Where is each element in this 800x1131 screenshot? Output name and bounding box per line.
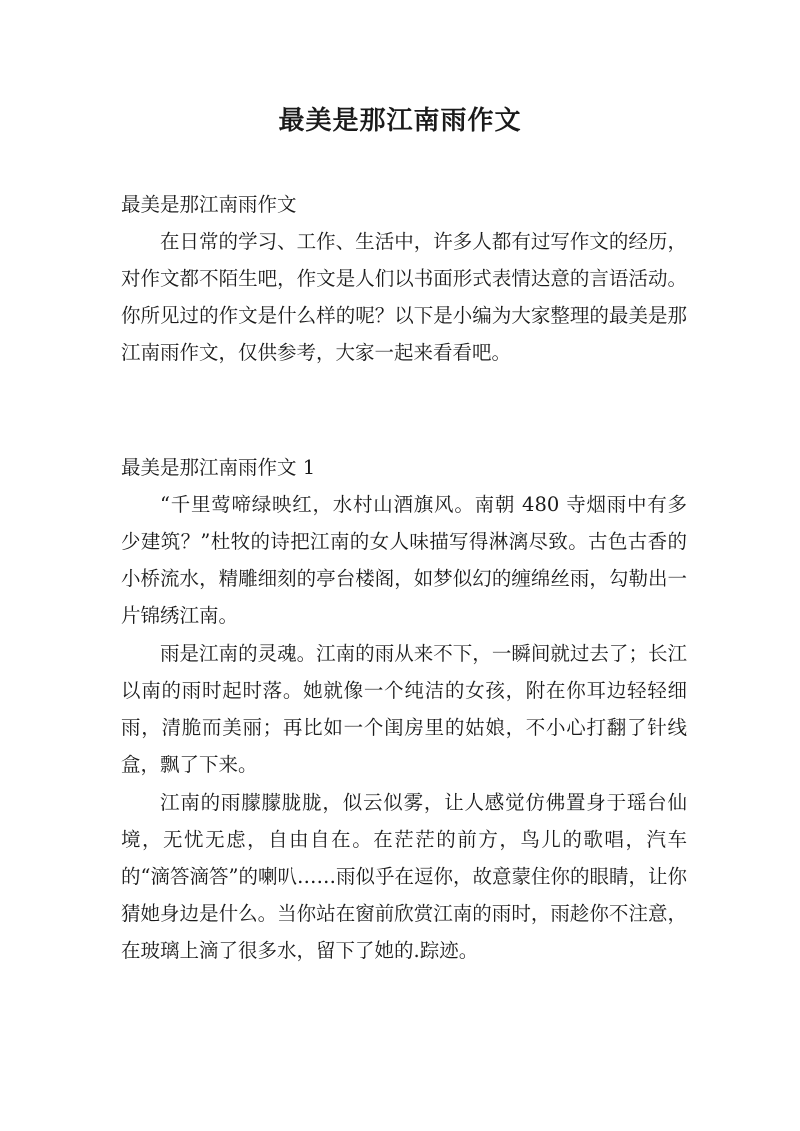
essay-1-paragraph-3: 江南的雨朦朦胧胧，似云似雾，让人感觉仿佛置身于瑶台仙境，无忧无虑，自由自在。在茫茫的前方，鸟儿的歌唱，汽车的“滴答滴答”的喇叭……雨似乎在逗你，故意蒙住你的眼睛，让你猜她身边是什么。当你站在窗前欣赏江南的雨时，雨趁你不注意，在玻璃上滴了很多水，留下了她的.踪迹。 bbox=[121, 791, 687, 962]
essay-1-paragraph-2-block bbox=[121, 635, 687, 783]
essay-1-section bbox=[121, 449, 687, 634]
intro-heading: 最美是那江南雨作文 bbox=[121, 193, 297, 216]
intro-paragraph: 在日常的学习、工作、生活中，许多人都有过写作文的经历，对作文都不陌生吧，作文是人们以书面形式表情达意的言语活动。你所见过的作文是什么样的呢？以下是小编为大家整理的最美是那江南雨作文，仅供参考，大家一起来看看吧。 bbox=[121, 230, 687, 364]
document-title: 最美是那江南雨作文 bbox=[278, 106, 522, 136]
essay-1-heading: 最美是那江南雨作文 1 bbox=[121, 456, 316, 479]
essay-1-paragraph-2: 雨是江南的灵魂。江南的雨从来不下，一瞬间就过去了；长江以南的雨时起时落。她就像一个纯洁的女孩，附在你耳边轻轻细雨，清脆而美丽；再比如一个闺房里的姑娘，不小心打翻了针线盒，飘了下来。 bbox=[121, 642, 687, 776]
intro-section bbox=[121, 186, 687, 371]
essay-1-paragraph-1: “千里莺啼绿映红，水村山酒旗风。南朝 480 寺烟雨中有多少建筑？”杜牧的诗把江南的女人味描写得淋漓尽致。古色古香的小桥流水，精雕细刻的亭台楼阁，如梦似幻的缠绵丝雨，勾勒出一片锦绣江南。 bbox=[121, 493, 687, 627]
essay-1-paragraph-3-block bbox=[121, 784, 687, 969]
